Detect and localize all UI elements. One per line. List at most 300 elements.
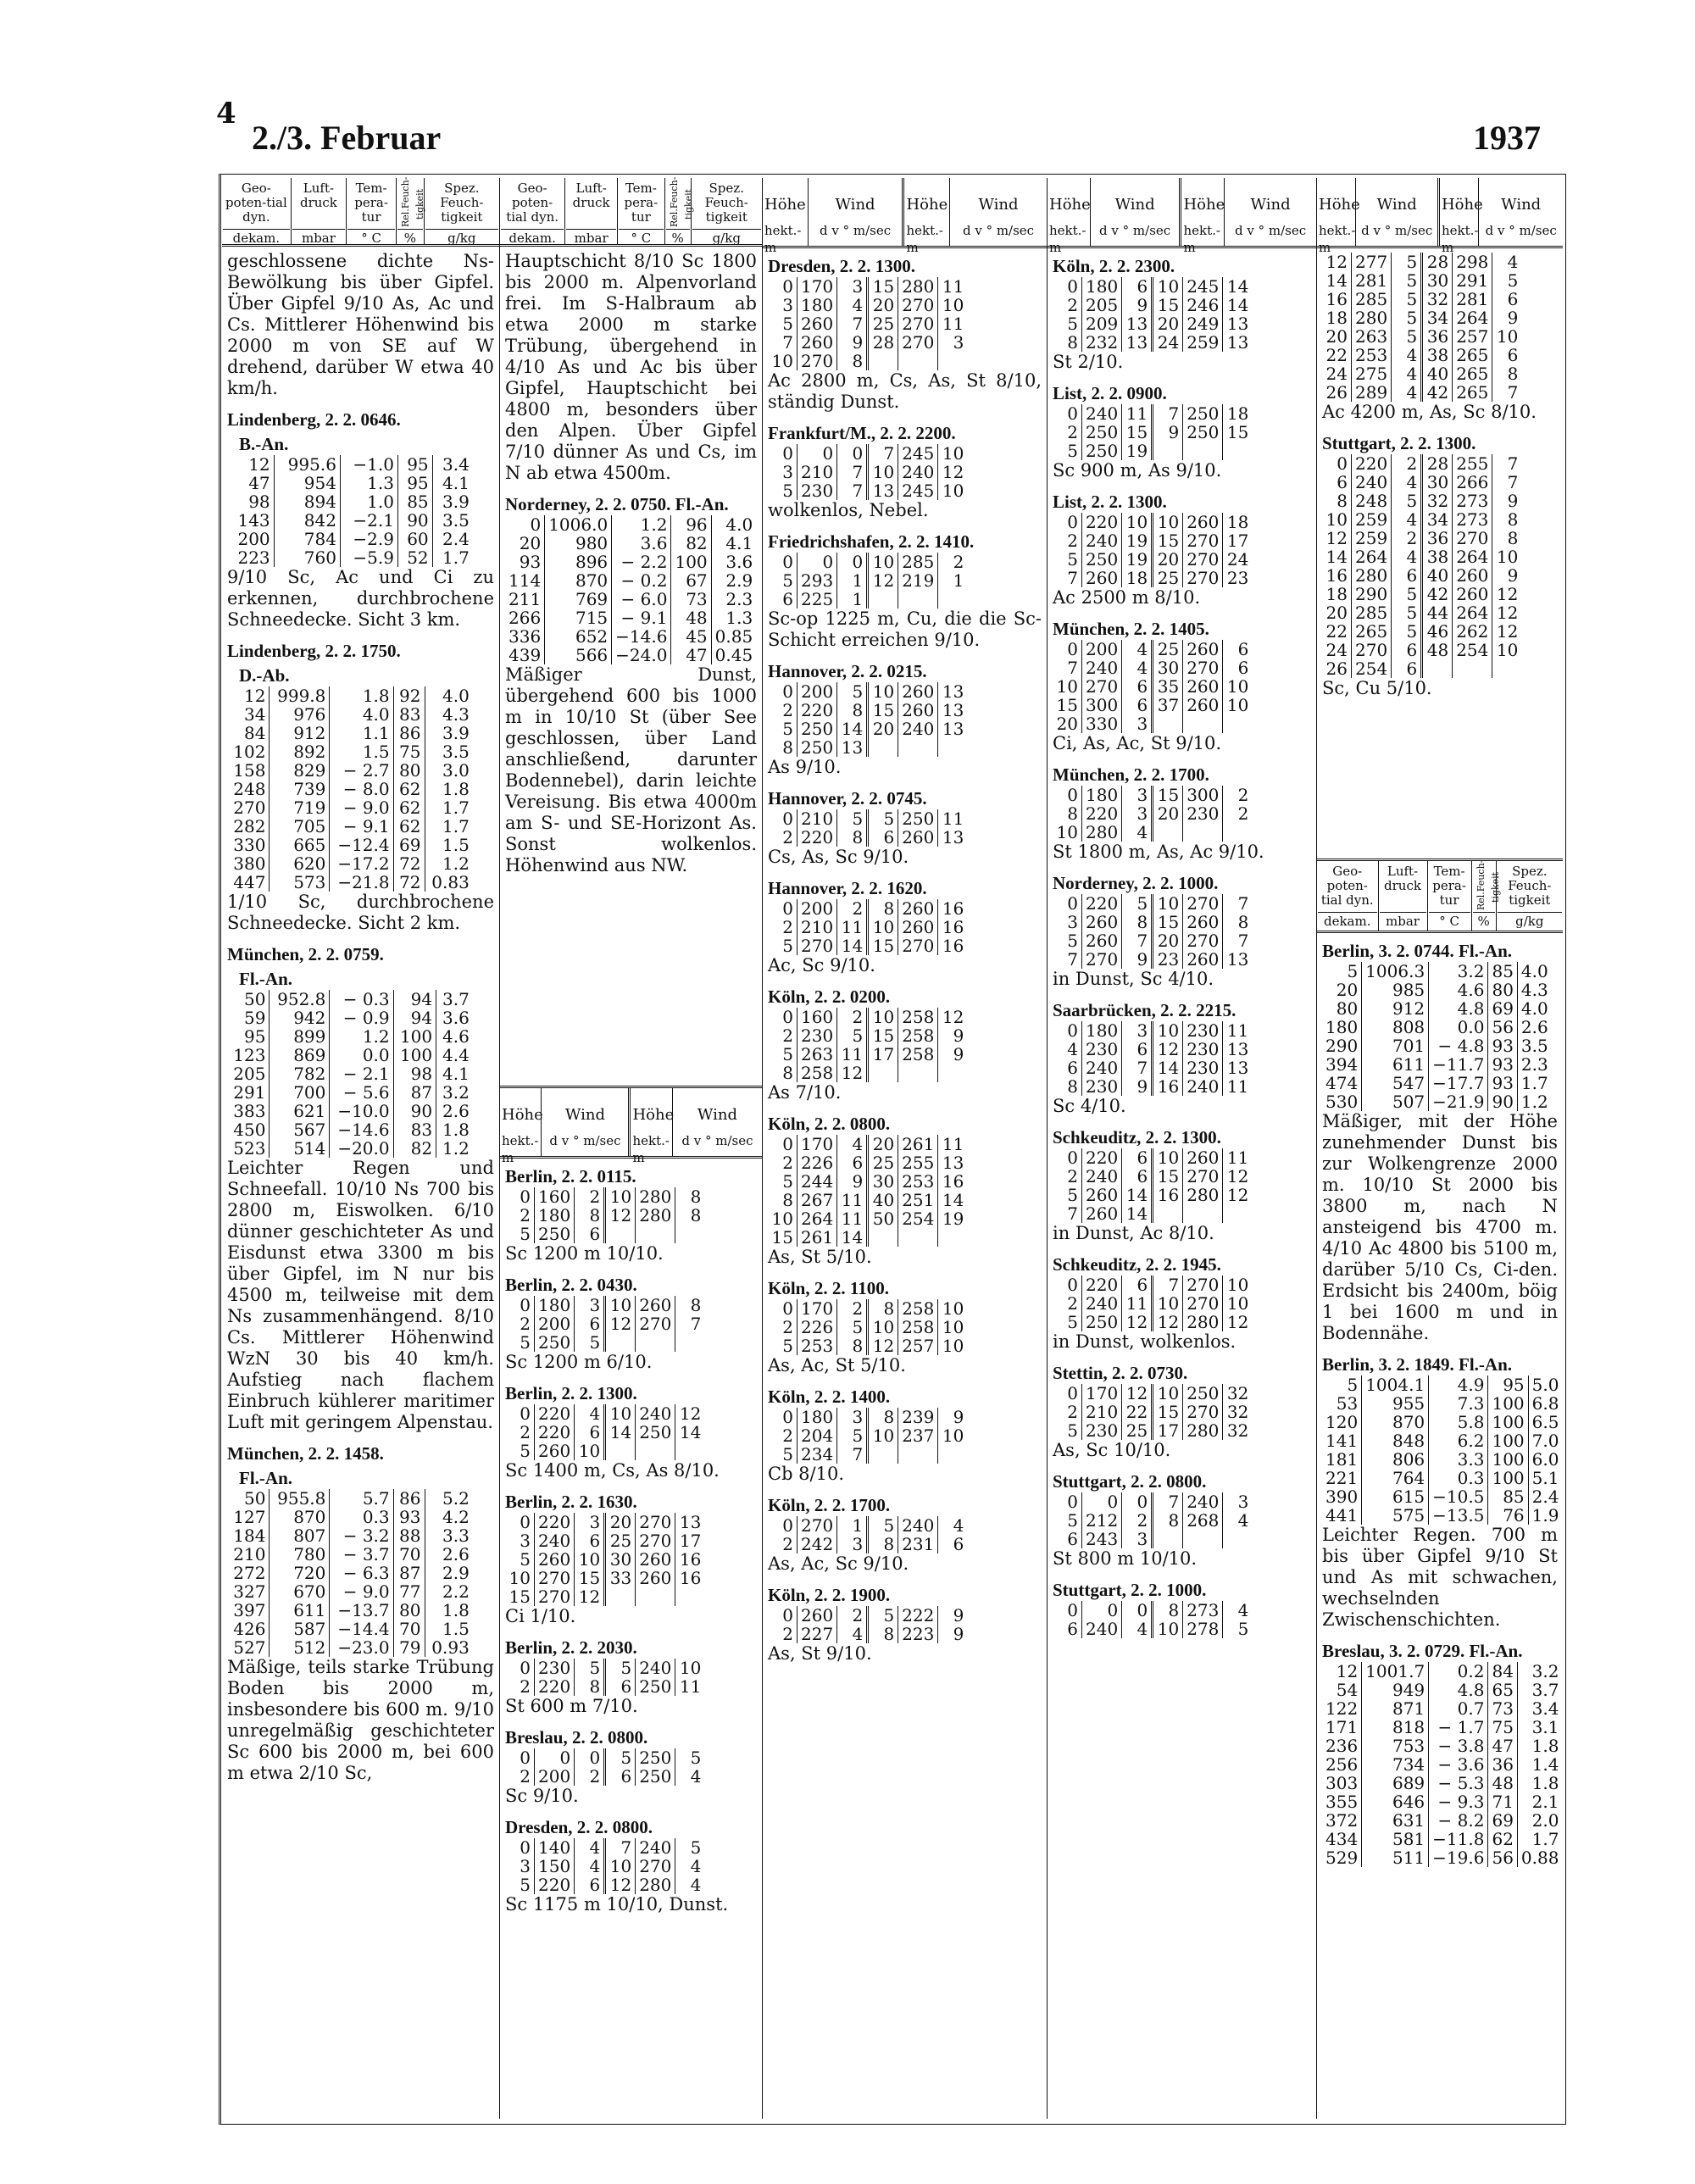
table-cell: 10 — [868, 553, 898, 571]
table-cell: 5 — [837, 1026, 868, 1045]
table-cell: 4 — [1237, 1510, 1249, 1531]
table-cell: 260 — [1183, 950, 1223, 969]
table-cell: 10 — [1153, 1294, 1183, 1313]
table-row — [505, 1187, 704, 1206]
table-cell: 15 — [768, 1228, 797, 1247]
table-cell: 15 — [1053, 696, 1082, 714]
header-hoehe-label: Höhe — [1441, 196, 1483, 214]
table-cell: 7 — [868, 444, 898, 463]
table-cell: 226 — [797, 1153, 837, 1172]
table-cell: 82 — [671, 534, 711, 553]
table-row — [1053, 1421, 1252, 1440]
table-cell: 122 — [1322, 1699, 1362, 1718]
table-cell: 20 — [605, 1513, 636, 1531]
table-cell: 2 — [768, 828, 797, 847]
table-cell: 5 — [1507, 270, 1519, 291]
table-row — [505, 1767, 704, 1786]
table-row — [1053, 1620, 1252, 1638]
table-cell: 1.7 — [442, 547, 470, 568]
table-cell: 5.7 — [330, 1489, 393, 1508]
table-cell: 16 — [942, 936, 964, 956]
table-cell: 160 — [535, 1187, 575, 1206]
table-cell: 5 — [1392, 271, 1422, 290]
header-hoehe-unit: hekt.-m — [906, 223, 943, 255]
table-cell — [938, 352, 968, 370]
station-title: Köln, 2. 2. 1900. — [768, 1585, 891, 1605]
table-row — [1322, 962, 1552, 981]
station-remarks: Mäßiger Dunst, übergehend 600 bis 1000 m in 10/10 St (über See geschlossen, über Land anschließend, darunter Bodennebel), darin leichte Vereisung. Bis etwa 4000m am S- und SE-Horizont As. Sonst wolkenlos. Höhenwind aus NW. — [505, 664, 757, 875]
table-cell: 35 — [1153, 677, 1183, 696]
table-cell: 270 — [1183, 1403, 1223, 1421]
table-cell: 1.5 — [330, 742, 393, 761]
header-wind — [950, 178, 1047, 246]
table-cell: 4 — [690, 1766, 702, 1787]
table-cell — [675, 1442, 705, 1460]
table-cell: 20 — [1153, 804, 1183, 823]
data-table — [768, 899, 967, 955]
table-cell: 260 — [898, 899, 938, 918]
station-remarks: St 2/10. — [1053, 352, 1124, 372]
table-cell: 100 — [671, 553, 711, 571]
table-cell: 5 — [768, 481, 797, 500]
table-row — [768, 1606, 967, 1625]
data-table — [768, 553, 967, 609]
table-cell: 999.8 — [270, 686, 330, 705]
table-cell: 250 — [1082, 423, 1122, 442]
table-cell: 894 — [274, 492, 340, 511]
table-cell: 248 — [1352, 492, 1392, 510]
table-cell: 71 — [1488, 1792, 1517, 1811]
table-cell: 10 — [1496, 326, 1519, 347]
table-cell: 260 — [1082, 931, 1122, 950]
table-cell: 59 — [227, 1009, 270, 1027]
table-cell: 223 — [898, 1625, 938, 1643]
table-cell: 258 — [898, 1026, 938, 1045]
table-cell: 769 — [545, 590, 612, 609]
table-cell: 4 — [1053, 1040, 1082, 1059]
table-row — [1053, 894, 1252, 913]
table-cell: 20 — [1153, 314, 1183, 333]
table-cell: 260 — [1183, 640, 1223, 659]
table-cell: 273 — [1453, 510, 1492, 529]
table-cell: 13 — [1226, 949, 1249, 970]
table-cell: 426 — [227, 1620, 270, 1638]
table-cell: 0 — [505, 1404, 535, 1423]
table-cell: 80 — [393, 761, 425, 780]
header-wind — [1225, 178, 1316, 246]
data-table — [768, 1516, 967, 1553]
table-cell: 10 — [605, 1857, 636, 1876]
table-row — [768, 1445, 967, 1464]
table-cell: 1.3 — [340, 474, 397, 492]
table-cell: 955.8 — [270, 1489, 330, 1508]
table-cell: 9 — [1153, 423, 1183, 442]
table-cell: 16 — [1153, 1186, 1183, 1204]
table-cell: 2 — [1053, 1294, 1082, 1313]
table-cell: 280 — [636, 1206, 675, 1225]
table-cell: −11.7 — [1429, 1055, 1488, 1074]
table-cell: 9 — [837, 333, 868, 352]
table-cell: 30 — [1422, 271, 1453, 290]
table-row — [768, 333, 967, 352]
table-cell: 5 — [1053, 442, 1082, 460]
table-cell: 16 — [679, 1568, 702, 1588]
header-luft-label: Luft-druck — [1384, 864, 1421, 893]
table-cell: 7 — [1122, 931, 1153, 950]
table-cell: 2.0 — [1531, 1810, 1559, 1831]
table-cell: 40 — [868, 1191, 898, 1209]
table-row — [1053, 659, 1252, 677]
table-cell: 94 — [393, 1009, 436, 1027]
table-cell: 150 — [535, 1857, 575, 1876]
header-hoehe-unit: hekt.-m — [1049, 223, 1086, 255]
table-cell: 50 — [227, 990, 270, 1009]
table-row — [768, 1064, 967, 1082]
table-row — [227, 873, 473, 892]
table-cell: 11 — [1122, 404, 1153, 423]
data-table — [1322, 962, 1552, 1111]
table-cell: 210 — [797, 463, 837, 481]
table-cell: 28 — [1422, 454, 1453, 473]
header-temp — [618, 178, 665, 244]
table-cell: 6 — [1237, 639, 1249, 659]
table-cell: 200 — [797, 899, 837, 918]
table-cell: 22 — [1322, 346, 1352, 364]
table-cell: 4.9 — [1429, 1375, 1488, 1394]
table-cell: − 5.6 — [330, 1083, 393, 1102]
table-cell: 16 — [679, 1549, 702, 1570]
table-cell: 220 — [1082, 513, 1122, 531]
table-cell: 25 — [868, 1153, 898, 1172]
table-cell: 547 — [1362, 1074, 1429, 1092]
table-cell: 180 — [535, 1296, 575, 1314]
table-cell: 8 — [690, 1186, 702, 1207]
table-cell: 5 — [1392, 253, 1422, 271]
table-cell: 282 — [227, 817, 270, 836]
table-cell — [938, 1228, 968, 1247]
table-cell: 1.2 — [612, 515, 671, 534]
table-cell: 10 — [942, 1317, 964, 1337]
table-cell: 527 — [227, 1638, 270, 1657]
table-cell: 394 — [1322, 1055, 1362, 1074]
table-cell: 5 — [768, 1337, 797, 1355]
header-geo-unit: dekam. — [501, 229, 564, 247]
header-hoehe-label: Höhe — [764, 196, 806, 214]
table-cell: 2 — [768, 701, 797, 720]
station-section — [222, 1436, 499, 1787]
table-cell: 5 — [1237, 1619, 1249, 1639]
table-cell: 16 — [1322, 290, 1352, 308]
table-cell: 47 — [1488, 1737, 1517, 1755]
table-cell: 10 — [1226, 676, 1249, 697]
station-section — [500, 247, 762, 486]
station-section — [222, 402, 499, 633]
table-cell: 260 — [1183, 913, 1223, 931]
table-cell: − 5.3 — [1429, 1774, 1488, 1792]
table-cell: 3 — [768, 463, 797, 481]
table-cell — [1183, 1530, 1223, 1548]
table-cell: 17 — [1226, 531, 1249, 551]
header-geo — [1317, 861, 1379, 931]
table-cell: 180 — [1082, 1021, 1122, 1040]
station-remarks: St 800 m 10/10. — [1053, 1548, 1198, 1569]
table-cell: 180 — [1082, 786, 1122, 804]
table-cell: 12 — [1496, 603, 1519, 623]
table-cell: 2 — [953, 552, 964, 572]
station-title: Köln, 2. 2. 0800. — [768, 1114, 891, 1134]
header-hoehe-label: Höhe — [1319, 196, 1360, 214]
table-cell: 6 — [1507, 345, 1519, 365]
table-cell: 4.3 — [442, 704, 470, 725]
table-cell: 270 — [797, 352, 837, 370]
header-spez — [692, 178, 762, 244]
header-temp-unit: ° C — [347, 229, 395, 247]
table-row — [227, 705, 473, 724]
table-cell: 280 — [636, 1876, 675, 1894]
table-cell: 13 — [942, 681, 964, 702]
table-cell: 3.3 — [1429, 1450, 1488, 1469]
table-row — [1322, 547, 1521, 566]
header-rel-label: Rel.Feuch-tigkeit — [668, 176, 694, 227]
table-cell: 92 — [393, 686, 425, 705]
table-cell: 2 — [1392, 454, 1422, 473]
table-cell: 4.2 — [442, 1507, 470, 1527]
table-cell: 355 — [1322, 1792, 1362, 1811]
station-title: Saarbrücken, 2. 2. 2215. — [1053, 1000, 1237, 1020]
table-row — [1053, 1384, 1252, 1403]
table-row — [1053, 314, 1252, 333]
table-cell: 5 — [1392, 585, 1422, 603]
table-cell: 250 — [1082, 1313, 1122, 1331]
table-cell: 240 — [1183, 1077, 1223, 1096]
table-row — [1053, 296, 1252, 314]
table-cell: 9 — [953, 1605, 964, 1625]
table-cell: 5 — [1392, 492, 1422, 510]
table-cell: 249 — [1183, 314, 1223, 333]
table-cell: 300 — [1183, 786, 1223, 804]
station-section — [1317, 933, 1563, 1347]
table-cell: 270 — [898, 333, 938, 352]
table-cell: 3.9 — [442, 723, 470, 743]
table-cell: 1.7 — [1520, 1073, 1548, 1093]
table-cell: 447 — [227, 873, 270, 892]
table-cell: 220 — [797, 701, 837, 720]
table-cell: 441 — [1322, 1506, 1362, 1525]
table-cell: 237 — [898, 1426, 938, 1445]
table-cell: 5 — [1322, 962, 1362, 981]
data-table — [227, 686, 473, 892]
table-cell: 12 — [227, 686, 270, 705]
table-cell: 240 — [1082, 1059, 1122, 1077]
table-cell: 3.6 — [442, 1008, 470, 1028]
table-cell: 3 — [837, 1408, 868, 1426]
table-cell: 181 — [1322, 1450, 1362, 1469]
table-cell: 3 — [1122, 804, 1153, 823]
table-cell: 11 — [942, 809, 964, 829]
header-wind-label: Wind — [564, 1106, 605, 1124]
table-cell: 2.4 — [1531, 1487, 1559, 1507]
table-cell: 7 — [1237, 893, 1249, 914]
table-cell: 239 — [898, 1408, 938, 1426]
header-hoehe — [904, 178, 950, 255]
header-spez-unit: g/kg — [692, 229, 761, 247]
table-cell: 14 — [1153, 1059, 1183, 1077]
table-cell: 5 — [868, 1606, 898, 1625]
table-cell: 842 — [274, 511, 340, 530]
table-cell: 899 — [270, 1027, 330, 1046]
table-cell: 10 — [575, 1442, 605, 1460]
table-cell: 250 — [1183, 1384, 1223, 1403]
station-remarks: As, St 9/10. — [768, 1643, 872, 1664]
table-cell — [868, 1064, 898, 1082]
table-cell: 18 — [1322, 308, 1352, 327]
table-cell: 285 — [1352, 603, 1392, 622]
table-cell — [938, 738, 968, 757]
table-row — [1322, 1811, 1562, 1830]
table-cell: −14.6 — [330, 1120, 393, 1139]
table-cell: 100 — [1488, 1394, 1528, 1413]
table-cell: 20 — [1153, 550, 1183, 569]
table-cell: 260 — [1082, 913, 1122, 931]
table-row — [1053, 786, 1252, 804]
table-cell — [898, 1445, 938, 1464]
table-row — [1053, 404, 1252, 423]
table-cell: 275 — [1352, 364, 1392, 383]
table-row — [1322, 364, 1521, 383]
table-cell: 12 — [575, 1587, 605, 1606]
table-cell: 10 — [1053, 823, 1082, 842]
table-cell: 892 — [270, 742, 330, 761]
header-hoehe-unit: hekt.-m — [1183, 223, 1220, 255]
table-cell: 806 — [1362, 1450, 1429, 1469]
table-cell: 259 — [1183, 333, 1223, 352]
table-cell: 260 — [1082, 1186, 1122, 1204]
table-cell: 50 — [868, 1209, 898, 1228]
station-title: Dresden, 2. 2. 1300. — [768, 256, 916, 276]
header-spez — [1497, 861, 1563, 931]
table-cell: 281 — [1453, 290, 1492, 308]
table-cell: 261 — [797, 1228, 837, 1247]
table-cell: 10 — [1322, 510, 1352, 529]
table-row — [768, 314, 967, 333]
table-cell: 0.85 — [714, 626, 753, 647]
header-luft — [292, 178, 347, 244]
table-cell: 6.8 — [1531, 1393, 1559, 1414]
table-row — [1053, 1040, 1252, 1059]
table-row — [227, 817, 473, 836]
table-cell: 4 — [690, 1856, 702, 1876]
table-cell: 17 — [868, 1045, 898, 1064]
table-cell: 12 — [942, 1007, 964, 1027]
table-cell: 184 — [227, 1526, 270, 1545]
station-subtitle: B.-An. — [239, 434, 289, 454]
table-cell: 2 — [1053, 1403, 1082, 1421]
table-cell: 84 — [1488, 1662, 1517, 1681]
table-cell: 8 — [1507, 364, 1519, 384]
table-cell: − 3.6 — [1429, 1755, 1488, 1774]
station-section — [1048, 1355, 1316, 1464]
table-cell: 3.7 — [1531, 1680, 1559, 1700]
table-cell: 0.7 — [1429, 1699, 1488, 1718]
table-cell: 0 — [1082, 1601, 1122, 1620]
table-cell: 511 — [1362, 1848, 1429, 1867]
table-cell: − 3.7 — [330, 1545, 393, 1564]
table-cell: 2 — [1053, 296, 1082, 314]
station-title: Berlin, 2. 2. 1630. — [505, 1492, 637, 1512]
table-cell: 270 — [1352, 641, 1392, 659]
table-cell: 270 — [1183, 1294, 1223, 1313]
table-cell: 220 — [535, 1677, 575, 1696]
table-cell: 267 — [797, 1191, 837, 1209]
table-cell: 0.2 — [1429, 1662, 1488, 1681]
table-cell: 270 — [636, 1531, 675, 1550]
table-cell: 13 — [868, 481, 898, 500]
table-cell: 1.2 — [442, 1138, 470, 1159]
table-cell: 2 — [1237, 803, 1249, 824]
header-luft-unit: mbar — [1380, 912, 1426, 931]
header-geo-label: Geo-poten-tial dyn. — [506, 181, 559, 225]
table-cell: 67 — [671, 571, 711, 590]
table-cell: 80 — [393, 1601, 425, 1620]
table-row — [505, 1876, 704, 1894]
table-row — [1053, 677, 1252, 696]
data-table — [505, 1748, 704, 1786]
table-cell: 3.2 — [1531, 1661, 1559, 1681]
table-row — [505, 609, 756, 627]
station-section — [1048, 992, 1316, 1120]
header-hoehe-label: Höhe — [906, 196, 948, 214]
station-section — [222, 247, 499, 402]
table-cell: 265 — [1453, 383, 1492, 402]
table-cell: 270 — [1183, 1167, 1223, 1186]
table-cell: −24.0 — [612, 646, 671, 664]
table-cell: 14 — [605, 1423, 636, 1442]
table-cell: 25 — [1122, 1421, 1153, 1440]
table-cell: 6 — [605, 1767, 636, 1786]
table-cell: 24 — [1322, 364, 1352, 383]
table-cell: 93 — [1488, 1074, 1517, 1092]
table-cell: 689 — [1362, 1774, 1429, 1792]
table-cell: 15 — [505, 1587, 535, 1606]
table-cell: 270 — [1183, 569, 1223, 587]
table-cell: 8 — [575, 1206, 605, 1225]
table-cell — [605, 1442, 636, 1460]
table-cell: 12 — [605, 1206, 636, 1225]
table-cell: 260 — [1082, 569, 1122, 587]
table-cell — [1223, 823, 1253, 842]
header-luft-label: Luft-druck — [299, 181, 337, 210]
table-cell: 372 — [1322, 1811, 1362, 1830]
table-cell — [1183, 714, 1223, 733]
table-cell: 10 — [505, 1569, 535, 1587]
table-cell: 5 — [690, 1837, 702, 1858]
table-cell: 701 — [1362, 1036, 1429, 1055]
table-cell: 220 — [1352, 454, 1392, 473]
table-cell: 270 — [898, 936, 938, 955]
header-spez-label: Spez. Feuch-tigkeit — [1508, 864, 1552, 908]
table-cell: 5 — [768, 1045, 797, 1064]
table-cell: 30 — [868, 1172, 898, 1191]
table-cell: 2 — [837, 1299, 868, 1318]
table-cell: 230 — [535, 1659, 575, 1677]
table-cell: 56 — [1488, 1018, 1517, 1036]
table-cell: 0 — [1053, 277, 1082, 296]
table-cell: 8 — [768, 1064, 797, 1082]
table-cell: 260 — [1183, 677, 1223, 696]
table-cell: 8 — [837, 352, 868, 370]
table-row — [1322, 1774, 1562, 1792]
data-table — [1053, 513, 1252, 587]
